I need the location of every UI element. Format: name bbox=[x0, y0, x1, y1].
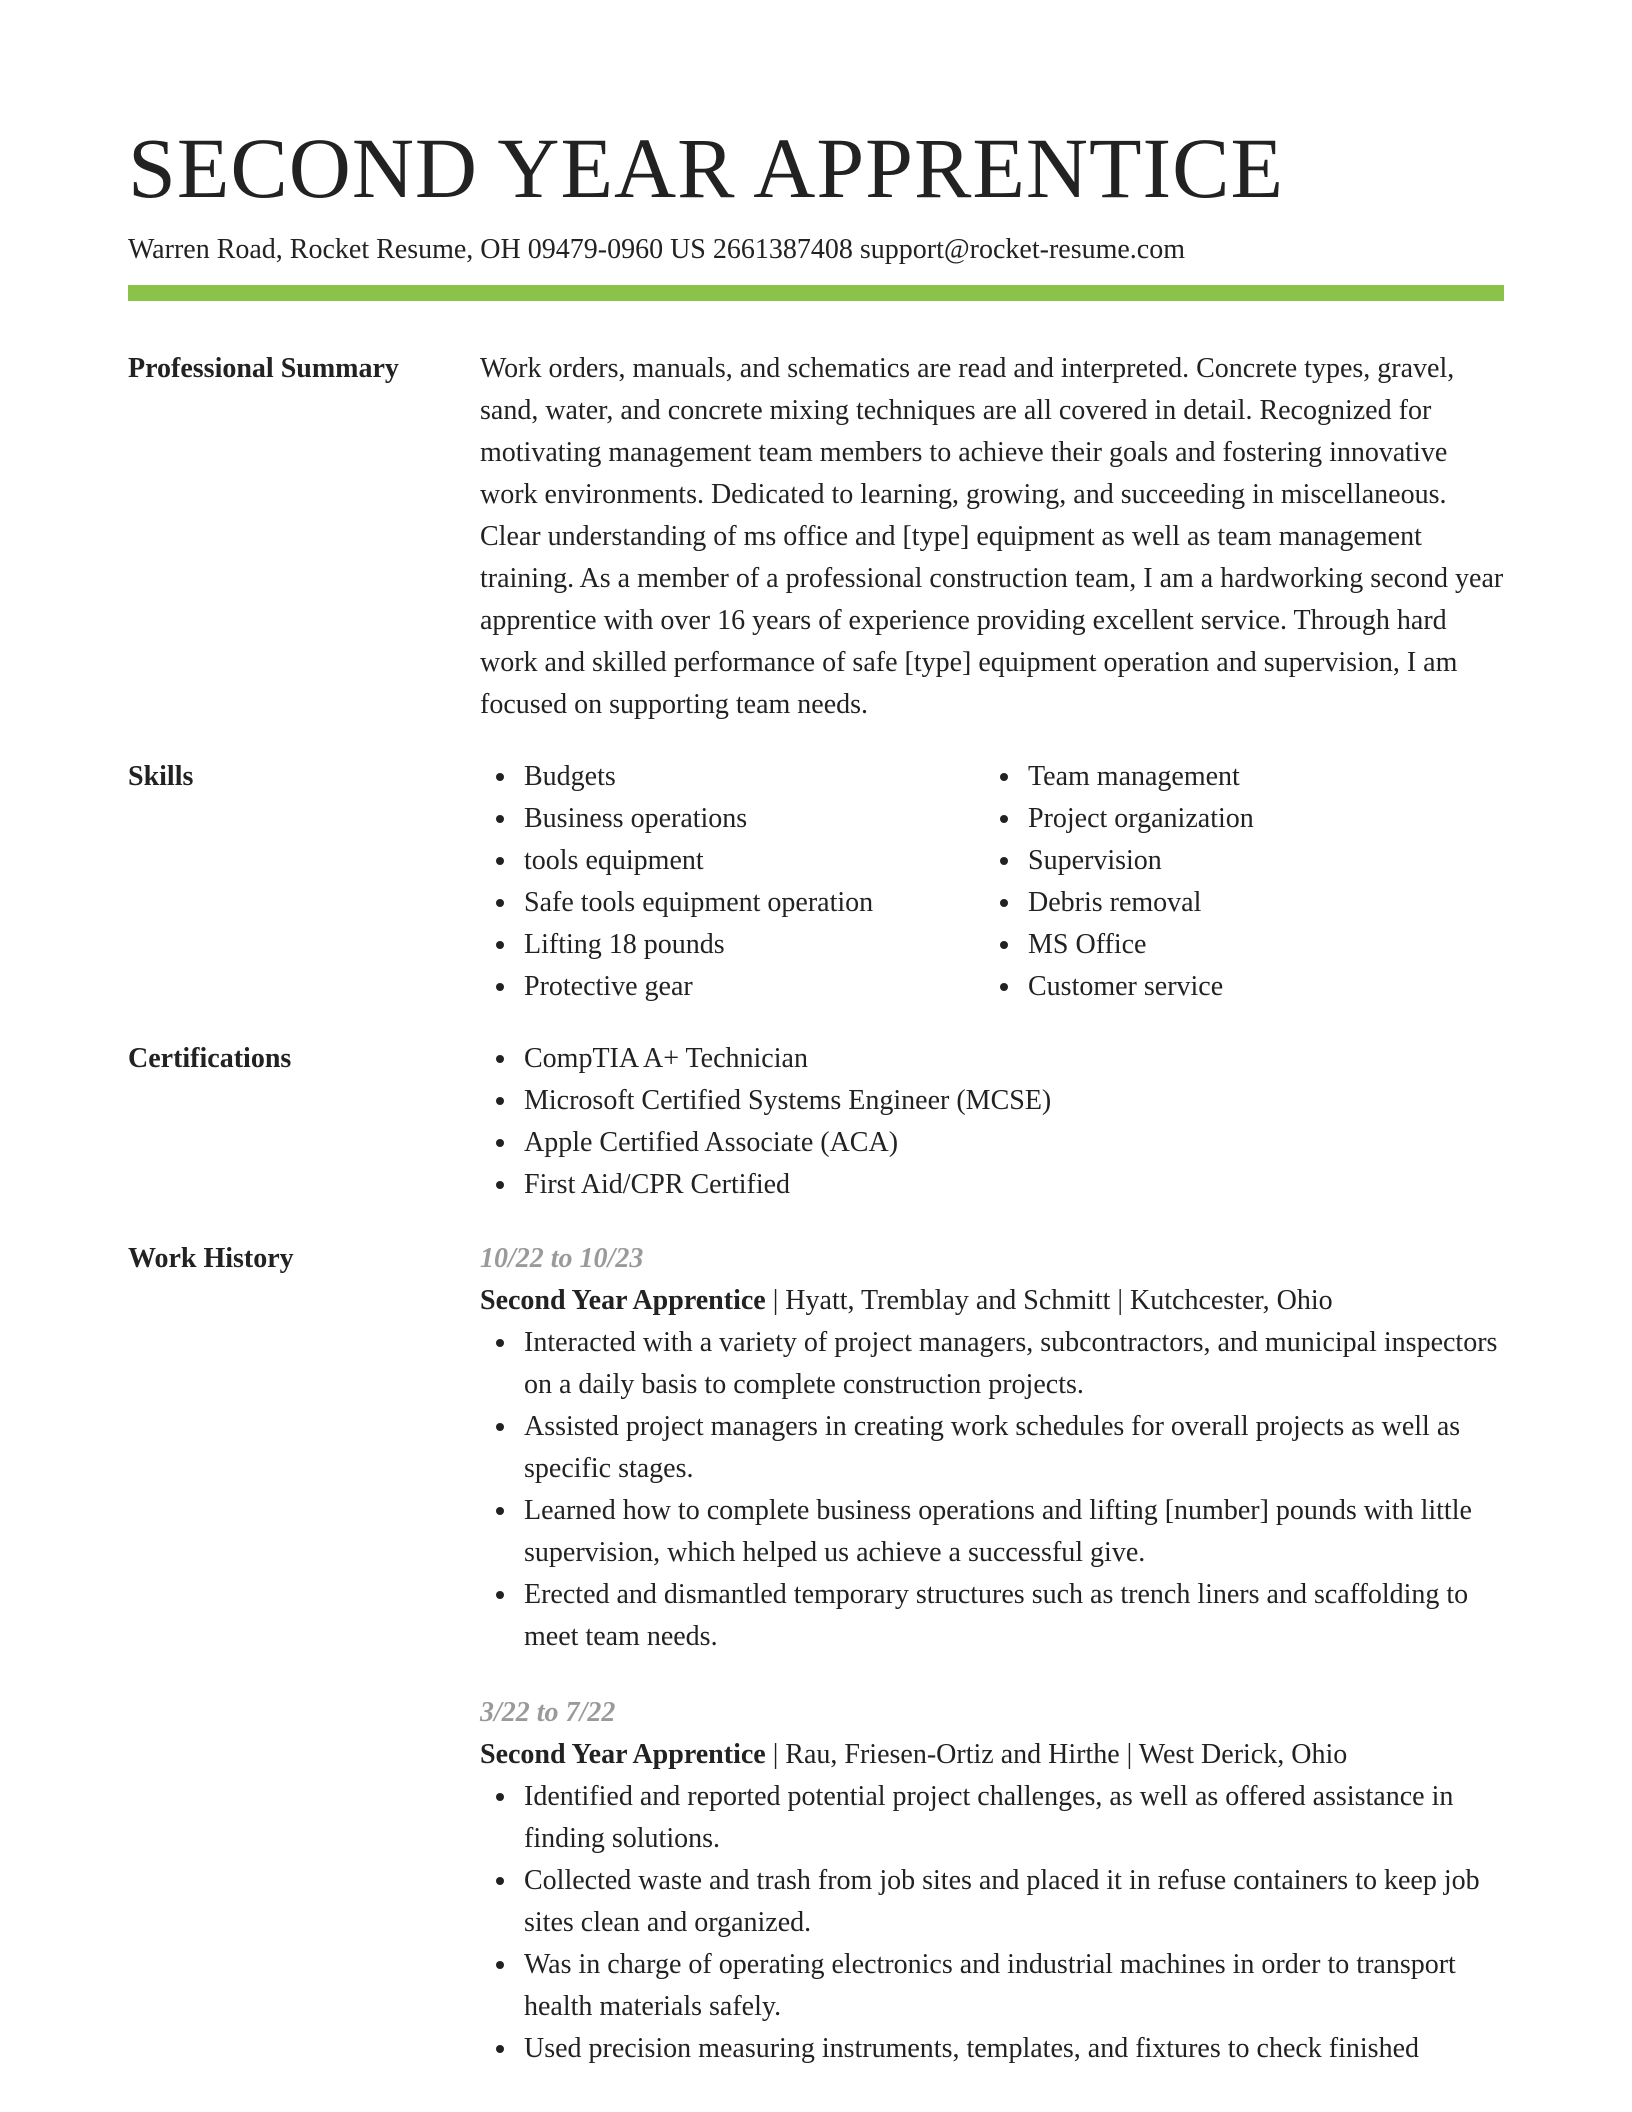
job-bullet: Learned how to complete business operations and lifting [number] pounds with little supervision, which helped us achieve a successful give. bbox=[480, 1490, 1504, 1574]
skill-item: Budgets bbox=[480, 756, 984, 798]
job-bullet: Interacted with a variety of project managers, subcontractors, and municipal inspectors on a daily basis to complete construction projects. bbox=[480, 1322, 1504, 1406]
job-bullet: Collected waste and trash from job sites and placed it in refuse containers to keep job sites clean and organized. bbox=[480, 1860, 1504, 1944]
skills-left-list bbox=[480, 756, 984, 1008]
job-title: Second Year Apprentice bbox=[480, 1285, 766, 1316]
skill-item: MS Office bbox=[984, 924, 1488, 966]
job-employer-location: | Hyatt, Tremblay and Schmitt | Kutchcester, Ohio bbox=[765, 1285, 1333, 1316]
job-bullet: Used precision measuring instruments, templates, and fixtures to check finished bbox=[480, 2028, 1504, 2070]
skills-label: Skills bbox=[128, 761, 194, 792]
skill-item: tools equipment bbox=[480, 840, 984, 882]
skill-item: Lifting 18 pounds bbox=[480, 924, 984, 966]
job-heading bbox=[480, 1280, 1504, 1322]
certifications-list bbox=[480, 1038, 1504, 1206]
certification-item: Apple Certified Associate (ACA) bbox=[480, 1122, 1504, 1164]
job-dates: 10/22 to 10/23 bbox=[480, 1243, 644, 1274]
skill-item: Customer service bbox=[984, 966, 1488, 1008]
certifications-label: Certifications bbox=[128, 1043, 292, 1074]
certification-item: First Aid/CPR Certified bbox=[480, 1164, 1504, 1206]
job-bullet: Identified and reported potential project challenges, as well as offered assistance in finding solutions. bbox=[480, 1776, 1504, 1860]
job-title: Second Year Apprentice bbox=[480, 1739, 766, 1770]
skill-item: Supervision bbox=[984, 840, 1488, 882]
work-history-label: Work History bbox=[128, 1243, 294, 1274]
skill-item: Business operations bbox=[480, 798, 984, 840]
job-bullet: Assisted project managers in creating work schedules for overall projects as well as specific stages. bbox=[480, 1406, 1504, 1490]
summary-content bbox=[480, 348, 1504, 726]
skills-content bbox=[480, 756, 1504, 1008]
summary-text: Work orders, manuals, and schematics are read and interpreted. Concrete types, gravel, sand, water, and concrete mixing techniques are all covered in detail. Recognized for motivating management team members to achieve their goals and fostering innovative work environments. Dedicated to learning, growing, and succeeding in miscellaneous. Clear understanding of ms office and [type] equipment as well as team management training. As a member of a professional construction team, I am a hardworking second year apprentice with over 16 years of experience providing excellent service. Through hard work and skilled performance of safe [type] equipment operation and supervision, I am focused on supporting team needs. bbox=[480, 353, 1504, 720]
skill-item: Team management bbox=[984, 756, 1488, 798]
job-heading bbox=[480, 1734, 1504, 1776]
job-dates: 3/22 to 7/22 bbox=[480, 1697, 616, 1728]
certification-item: Microsoft Certified Systems Engineer (MCSE) bbox=[480, 1080, 1504, 1122]
contact-line: Warren Road, Rocket Resume, OH 09479-0960 US 2661387408 support@rocket-resume.com bbox=[128, 234, 1185, 265]
skill-item: Safe tools equipment operation bbox=[480, 882, 984, 924]
accent-divider bbox=[128, 285, 1504, 301]
resume-name-heading: SECOND YEAR APPRENTICE bbox=[128, 120, 1285, 216]
job-employer-location: | Rau, Friesen-Ortiz and Hirthe | West Derick, Ohio bbox=[765, 1739, 1348, 1770]
job-entry bbox=[480, 1692, 1504, 2070]
job-entry bbox=[480, 1238, 1504, 1658]
job-bullet: Was in charge of operating electronics and industrial machines in order to transport health materials safely. bbox=[480, 1944, 1504, 2028]
skill-item: Protective gear bbox=[480, 966, 984, 1008]
summary-label: Professional Summary bbox=[128, 353, 399, 384]
job-bullet: Erected and dismantled temporary structures such as trench liners and scaffolding to meet team needs. bbox=[480, 1574, 1504, 1658]
certification-item: CompTIA A+ Technician bbox=[480, 1038, 1504, 1080]
skill-item: Project organization bbox=[984, 798, 1488, 840]
job-bullet-list bbox=[480, 1322, 1504, 1658]
skill-item: Debris removal bbox=[984, 882, 1488, 924]
skills-right-list bbox=[984, 756, 1488, 1008]
job-bullet-list bbox=[480, 1776, 1504, 2070]
skills-grid bbox=[480, 756, 1504, 1008]
certifications-content bbox=[480, 1038, 1504, 1206]
work-history-content bbox=[480, 1238, 1504, 2070]
